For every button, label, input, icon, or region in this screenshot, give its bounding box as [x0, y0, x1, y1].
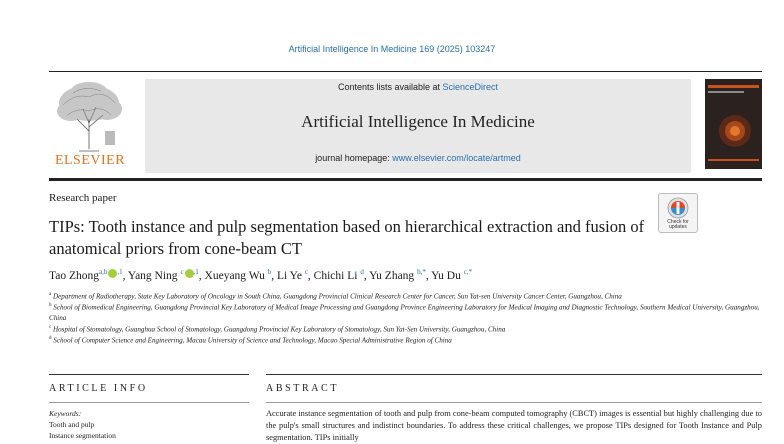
abstract-rule — [266, 374, 762, 375]
header-bottom-rule — [49, 178, 762, 181]
article-info-rule — [49, 374, 249, 375]
orcid-icon[interactable] — [185, 269, 194, 278]
keyword-item: Tooth and pulp — [49, 420, 95, 429]
keyword-item: Instance segmentation — [49, 431, 116, 440]
keywords-rule — [49, 402, 249, 403]
author[interactable]: Xueyang Wu $^b$ — [204, 268, 272, 282]
homepage-line — [145, 153, 691, 163]
journal-cover-image[interactable] — [705, 79, 762, 169]
author[interactable]: Tao Zhong$^{a,b}$ $^{,1}$ — [49, 268, 123, 282]
tree-icon — [49, 79, 129, 153]
elsevier-wordmark: ELSEVIER — [54, 153, 126, 168]
cover-art-icon — [705, 79, 762, 169]
journal-title: Artificial Intelligence In Medicine — [301, 112, 535, 131]
keywords-label: Keywords: — [49, 409, 82, 418]
affiliations — [49, 290, 761, 345]
homepage-link[interactable]: www.elsevier.com/locate/artmed — [392, 153, 521, 163]
affiliation: $^a$ Department of Radiotherapy, State Key Laboratory of Oncology in South China, Guangdong Provincial Clinical Research Center for Cancer, Sun Yat-sen University Cancer Center, Guangzhou, China — [49, 292, 622, 301]
journal-header — [49, 79, 762, 173]
abstract-top-rule — [266, 402, 762, 403]
journal-reference[interactable]: Artificial Intelligence In Medicine 169 (2025) 103247 — [288, 44, 496, 54]
sciencedirect-link[interactable]: ScienceDirect — [442, 82, 499, 92]
crossmark-label: Check for updates — [667, 219, 689, 230]
abstract-text: Accurate instance segmentation of tooth and pulp from cone-beam computed tomography (CBCT) images is essential but highly challenging due to the pulp's small structures and indistinct boundaries. To address these critical challenges, we propose TIPs designed for Tooth Instance and Pulp segmentation. TIPs initially — [266, 409, 762, 442]
affiliation: $^b$ School of Biomedical Engineering, Guangdong Provincial Key Laboratory of Medical Image Processing and Guangdong Province Engineering Laboratory for Medical Imaging and Diagnostic Technology, Southern Medical University, Guangzhou, China — [49, 303, 760, 322]
author[interactable]: Yu Zhang $^{b,*}$ — [369, 268, 426, 282]
author[interactable]: Chichi Li $^d$ — [313, 268, 364, 282]
affiliation: $^c$ Hospital of Stomatology, Guanghua School of Stomatology, Guangdong Provincial Key Laboratory of Stomatology, Sun Yat-Sen University, Guangzhou, China — [49, 324, 506, 334]
contents-prefix: Contents lists available at — [337, 82, 443, 92]
top-rule — [49, 71, 762, 72]
affiliation: $^d$ School of Computer Science and Engineering, Macau University of Science and Technology, Macao Special Administrative Region of China — [49, 336, 452, 345]
check-for-updates-button[interactable] — [658, 193, 698, 233]
abstract-heading: ABSTRACT — [266, 383, 340, 394]
journal-banner — [145, 79, 691, 173]
contents-line — [145, 82, 691, 92]
author[interactable]: Li Ye $^c$ — [277, 268, 308, 282]
article-title: TIPs: Tooth instance and pulp segmentation based on hierarchical extraction and fusion of anatomical priors from cone-beam CT — [49, 217, 645, 258]
homepage-prefix: journal homepage: — [315, 153, 393, 163]
article-info-heading: ARTICLE INFO — [49, 383, 148, 394]
author[interactable]: Yang Ning $^c$ $^{,1}$ — [127, 268, 199, 282]
elsevier-tree-logo — [49, 79, 129, 169]
author[interactable]: Yu Du $^{c,*}$ — [431, 268, 473, 282]
article-type: Research paper — [49, 192, 117, 204]
orcid-icon[interactable] — [108, 269, 117, 278]
author-list: Tao Zhong$^{a,b}$ $^{,1}$, Yang Ning $^c$ $^{,1}$, Xueyang Wu $^b$, Li Ye $^c$, Chichi Li $^d$, Yu Zhang $^{b,*}$, Yu Du $^{c,*}$ — [49, 268, 473, 282]
